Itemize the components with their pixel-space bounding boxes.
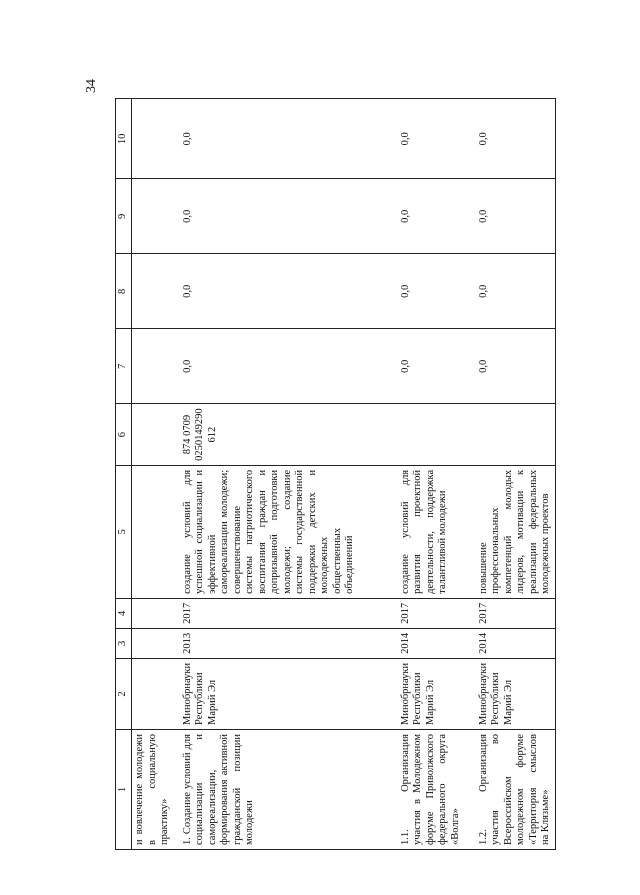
budget-code — [398, 404, 476, 466]
value-col-9: 0,0 — [476, 179, 556, 254]
end-year: 2017 — [398, 598, 476, 628]
col-header-10: 10 — [116, 99, 132, 179]
start-year: 2014 — [476, 628, 556, 658]
value-col-9: 0,0 — [398, 179, 476, 254]
expected-result: создание условий для развития проектной деятельности, поддержка талантливой молодежи — [398, 465, 476, 598]
col-header-8: 8 — [116, 254, 132, 329]
value-col-10: 0,0 — [398, 99, 476, 179]
budget-code: 874 0709 0250149290 612 — [180, 404, 398, 466]
executor: Минобрнауки Республики Марий Эл — [476, 658, 556, 729]
col-header-9: 9 — [116, 179, 132, 254]
measure-name: 1. Создание условий для социализации и самореализации, формирования активной гражданской позиции молодежи — [180, 730, 398, 850]
budget-code — [476, 404, 556, 466]
col-header-7: 7 — [116, 329, 132, 404]
table-row — [398, 99, 476, 850]
value-col-7: 0,0 — [398, 329, 476, 404]
value-col-8: 0,0 — [476, 254, 556, 329]
page-number: 34 — [84, 79, 99, 93]
column-number-row — [116, 99, 132, 850]
executor: Минобрнауки Республики Марий Эл — [398, 658, 476, 729]
value-col-7: 0,0 — [476, 329, 556, 404]
start-year: 2014 — [398, 628, 476, 658]
value-col-10: 0,0 — [180, 99, 398, 179]
measure-name: 1.2. Организация участия во Всероссийском молодежном форуме «Территория смыслов на Клязьме» — [476, 730, 556, 850]
expected-result: создание условий для успешной социализации и эффективной самореализации молодежи; совершенствование системы патриотического воспитания граждан и допризывной подготовки молодежи; создание системы государственной поддержки детских и молодежных общественных объединений — [180, 465, 398, 598]
value-col-8: 0,0 — [180, 254, 398, 329]
end-year: 2017 — [180, 598, 398, 628]
executor: Минобрнауки Республики Марий Эл — [180, 658, 398, 729]
end-year: 2017 — [476, 598, 556, 628]
start-year: 2013 — [180, 628, 398, 658]
value-col-7: 0,0 — [180, 329, 398, 404]
col-header-5: 5 — [116, 465, 132, 598]
measure-name: 1.1. Организация участия в Молодежном форуме Приволжского федерального округа «Волга» — [398, 730, 476, 850]
col-header-3: 3 — [116, 628, 132, 658]
value-col-8: 0,0 — [398, 254, 476, 329]
col-header-1: 1 — [116, 730, 132, 850]
value-col-10: 0,0 — [476, 99, 556, 179]
col-header-2: 2 — [116, 658, 132, 729]
continuation-text: и вовлечение молодежи в социальную практику» — [132, 730, 180, 850]
col-header-6: 6 — [116, 404, 132, 466]
table-row — [476, 99, 556, 850]
table-row — [180, 99, 398, 850]
value-col-9: 0,0 — [180, 179, 398, 254]
program-table — [115, 98, 556, 850]
col-header-4: 4 — [116, 598, 132, 628]
expected-result: повышение профессиональных компетенций молодых лидеров, мотивации к реализации федеральных молодежных проектов — [476, 465, 556, 598]
continuation-row — [132, 99, 180, 850]
